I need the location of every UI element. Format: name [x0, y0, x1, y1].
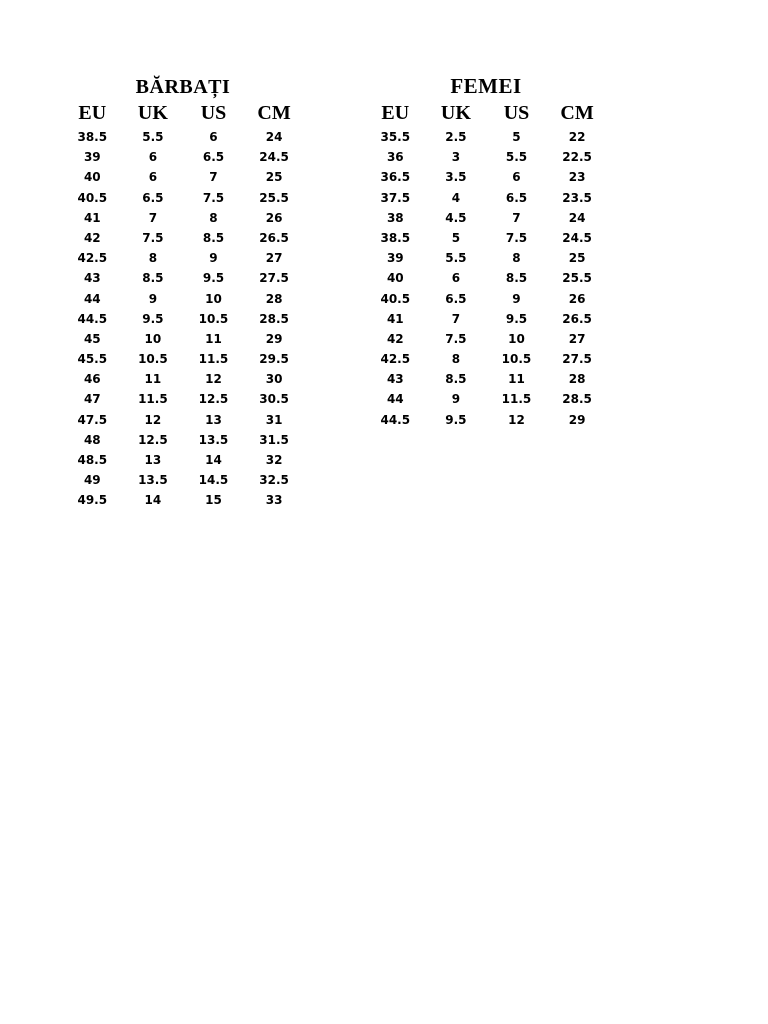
table-cell-us: 6 — [512, 170, 521, 185]
column-header-cm: CM — [560, 102, 594, 124]
table-row — [62, 208, 304, 228]
table-row — [365, 309, 607, 329]
table-cell-uk: 5.5 — [445, 251, 467, 266]
table-cell-eu: 47.5 — [77, 412, 108, 427]
table-cell-us: 5 — [512, 130, 521, 144]
table-cell-us: 11.5 — [501, 392, 532, 407]
table-cell-cm: 23 — [568, 170, 586, 185]
table-cell-us: 11 — [205, 331, 222, 346]
table-row — [62, 248, 304, 268]
table-cell-us: 12 — [205, 372, 222, 387]
table-cell-us: 5.5 — [505, 150, 528, 165]
table-cell-eu: 47 — [83, 392, 101, 407]
table-cell-uk: 9.5 — [142, 311, 164, 326]
table-cell-us: 6.5 — [505, 190, 528, 205]
table-cell-eu: 38 — [386, 210, 404, 225]
table-cell-uk: 6 — [451, 271, 461, 286]
table-cell-uk: 9.5 — [445, 412, 467, 427]
table-cell-uk: 11.5 — [138, 392, 168, 407]
women-rows — [365, 127, 607, 430]
table-cell-us: 10 — [508, 331, 525, 346]
table-cell-us: 9 — [209, 251, 218, 266]
table-row — [62, 147, 304, 167]
table-row — [62, 167, 304, 187]
table-row — [62, 470, 304, 490]
table-cell-eu: 49 — [83, 473, 101, 488]
column-header-cm: CM — [257, 102, 291, 124]
table-cell-uk: 10 — [144, 331, 162, 346]
table-cell-uk: 4 — [451, 190, 461, 205]
table-cell-cm: 28.5 — [259, 311, 289, 326]
table-cell-us: 6.5 — [202, 150, 225, 165]
table-cell-us: 7.5 — [202, 190, 225, 205]
table-row — [365, 127, 607, 147]
table-cell-cm: 27.5 — [562, 352, 592, 367]
table-cell-eu: 40 — [83, 170, 101, 185]
table-row — [365, 389, 607, 409]
table-cell-us: 10 — [205, 291, 222, 306]
table-cell-eu: 36 — [386, 150, 404, 165]
table-cell-us: 13 — [205, 412, 222, 427]
table-cell-us: 6 — [209, 130, 218, 144]
table-cell-cm: 25 — [568, 251, 586, 266]
table-row — [62, 430, 304, 450]
table-row — [62, 389, 304, 409]
table-cell-eu: 38.5 — [380, 230, 411, 245]
table-cell-eu: 35.5 — [380, 130, 411, 144]
table-cell-uk: 13 — [144, 453, 162, 467]
table-cell-eu: 39 — [83, 150, 101, 165]
table-cell-eu: 44.5 — [77, 311, 108, 326]
table-cell-us: 12 — [508, 412, 525, 427]
table-cell-us: 15 — [205, 493, 222, 508]
table-cell-cm: 24 — [568, 210, 586, 225]
table-cell-us: 7 — [209, 170, 218, 185]
table-cell-eu: 44 — [386, 392, 404, 407]
table-cell-cm: 24.5 — [562, 230, 592, 245]
table-cell-eu: 49.5 — [77, 493, 108, 508]
table-row — [62, 188, 304, 208]
table-cell-us: 11 — [508, 372, 525, 387]
table-cell-cm: 33 — [265, 493, 283, 508]
table-cell-cm: 26 — [568, 291, 586, 306]
table-cell-eu: 40.5 — [380, 291, 411, 306]
table-cell-eu: 41 — [386, 311, 404, 326]
table-row — [62, 309, 304, 329]
column-header-uk: UK — [440, 102, 471, 124]
table-cell-us: 7.5 — [505, 230, 528, 245]
table-cell-eu: 43 — [386, 372, 404, 387]
table-cell-cm: 26.5 — [259, 230, 289, 245]
table-cell-us: 8 — [209, 210, 218, 225]
table-cell-eu: 44 — [83, 291, 101, 306]
table-cell-uk: 6 — [148, 150, 158, 165]
table-cell-us: 12.5 — [198, 392, 229, 407]
table-row — [62, 268, 304, 288]
table-cell-eu: 42.5 — [77, 251, 108, 266]
table-cell-us: 11.5 — [198, 352, 229, 367]
table-row — [62, 127, 304, 147]
table-cell-uk: 2.5 — [445, 130, 467, 144]
table-row — [365, 289, 607, 309]
table-row — [62, 490, 304, 510]
table-row — [62, 228, 304, 248]
table-cell-eu: 37.5 — [380, 190, 411, 205]
women-table-title: FEMEI — [450, 74, 522, 98]
table-cell-cm: 22 — [568, 130, 586, 144]
table-cell-eu: 42 — [83, 230, 101, 245]
table-cell-uk: 8 — [148, 251, 158, 266]
table-row — [62, 349, 304, 369]
table-cell-uk: 12 — [144, 412, 162, 427]
table-cell-uk: 7.5 — [445, 331, 467, 346]
table-cell-uk: 12.5 — [138, 432, 168, 447]
table-row — [62, 369, 304, 389]
table-row — [62, 450, 304, 470]
table-cell-eu: 36.5 — [380, 170, 411, 185]
table-cell-us: 14.5 — [198, 473, 229, 488]
table-cell-uk: 6 — [148, 170, 158, 185]
table-cell-cm: 28 — [265, 291, 283, 306]
table-cell-uk: 10.5 — [138, 352, 168, 367]
table-cell-eu: 46 — [83, 372, 101, 387]
table-cell-eu: 43 — [83, 271, 101, 286]
table-cell-eu: 40.5 — [77, 190, 108, 205]
table-cell-uk: 7.5 — [142, 230, 164, 245]
table-row — [365, 208, 607, 228]
men-header-row — [62, 102, 304, 125]
table-cell-cm: 28 — [568, 372, 586, 387]
table-cell-cm: 25.5 — [562, 271, 592, 286]
table-cell-us: 8.5 — [202, 230, 225, 245]
table-cell-cm: 27.5 — [259, 271, 289, 286]
table-cell-eu: 39 — [386, 251, 404, 266]
table-row — [62, 329, 304, 349]
table-cell-eu: 48 — [83, 432, 101, 447]
table-row — [62, 289, 304, 309]
table-cell-eu: 42 — [386, 331, 404, 346]
table-cell-eu: 42.5 — [380, 352, 411, 367]
table-cell-cm: 26 — [265, 210, 283, 225]
table-cell-uk: 9 — [148, 291, 158, 306]
table-cell-us: 10.5 — [198, 311, 229, 326]
men-table-title: BĂRBAȚI — [135, 76, 231, 98]
table-row — [365, 410, 607, 430]
table-cell-cm: 23.5 — [562, 190, 592, 205]
table-cell-cm: 25.5 — [259, 190, 289, 205]
table-cell-us: 7 — [512, 210, 521, 225]
table-cell-uk: 5 — [451, 230, 461, 245]
column-header-us: US — [200, 102, 227, 124]
table-row — [365, 349, 607, 369]
table-cell-eu: 45 — [83, 331, 101, 346]
table-row — [62, 410, 304, 430]
table-cell-cm: 32.5 — [259, 473, 289, 488]
table-cell-uk: 7 — [451, 311, 461, 326]
table-cell-cm: 30.5 — [259, 392, 289, 407]
table-row — [365, 329, 607, 349]
table-cell-eu: 38.5 — [77, 130, 108, 144]
table-row — [365, 268, 607, 288]
table-cell-uk: 9 — [451, 392, 461, 407]
table-cell-uk: 4.5 — [445, 210, 467, 225]
table-cell-cm: 25 — [265, 170, 283, 185]
table-cell-cm: 32 — [265, 453, 283, 467]
table-cell-uk: 14 — [144, 493, 162, 508]
table-cell-cm: 27 — [568, 331, 586, 346]
table-cell-eu: 41 — [83, 210, 101, 225]
table-cell-uk: 3.5 — [445, 170, 467, 185]
column-header-eu: EU — [381, 102, 410, 124]
table-cell-uk: 5.5 — [142, 130, 164, 144]
table-cell-cm: 31.5 — [259, 432, 289, 447]
table-cell-cm: 24 — [265, 130, 283, 144]
table-row — [365, 228, 607, 248]
table-cell-cm: 22.5 — [562, 150, 592, 165]
women-header-row — [365, 102, 607, 125]
table-cell-eu: 40 — [386, 271, 404, 286]
table-cell-cm: 27 — [265, 251, 283, 266]
table-row — [365, 188, 607, 208]
table-cell-us: 13.5 — [198, 432, 229, 447]
table-cell-uk: 11 — [144, 372, 162, 387]
table-cell-us: 9.5 — [202, 271, 225, 286]
men-rows — [62, 127, 304, 511]
table-row — [365, 248, 607, 268]
table-cell-cm: 30 — [265, 372, 283, 387]
table-cell-us: 8.5 — [505, 271, 528, 286]
table-cell-uk: 7 — [148, 210, 158, 225]
table-cell-uk: 3 — [451, 150, 461, 165]
table-cell-cm: 31 — [265, 412, 283, 427]
table-row — [365, 147, 607, 167]
table-cell-cm: 28.5 — [562, 392, 592, 407]
table-cell-eu: 48.5 — [77, 453, 108, 467]
table-cell-uk: 6.5 — [142, 190, 164, 205]
table-cell-us: 9 — [512, 291, 521, 306]
table-cell-eu: 45.5 — [77, 352, 108, 367]
table-cell-cm: 29.5 — [259, 352, 289, 367]
table-cell-us: 14 — [205, 453, 222, 467]
column-header-eu: EU — [78, 102, 107, 124]
table-cell-us: 8 — [512, 251, 521, 266]
table-cell-uk: 8.5 — [445, 372, 467, 387]
table-cell-cm: 24.5 — [259, 150, 289, 165]
table-cell-us: 9.5 — [505, 311, 528, 326]
column-header-uk: UK — [137, 102, 168, 124]
table-cell-cm: 29 — [265, 331, 283, 346]
table-cell-cm: 26.5 — [562, 311, 592, 326]
table-cell-uk: 8.5 — [142, 271, 164, 286]
table-cell-uk: 13.5 — [138, 473, 168, 488]
table-cell-cm: 29 — [568, 412, 586, 427]
table-row — [365, 369, 607, 389]
table-cell-uk: 8 — [451, 352, 461, 367]
table-cell-uk: 6.5 — [445, 291, 467, 306]
table-cell-eu: 44.5 — [380, 412, 411, 427]
table-cell-us: 10.5 — [501, 352, 532, 367]
column-header-us: US — [503, 102, 530, 124]
table-row — [365, 167, 607, 187]
